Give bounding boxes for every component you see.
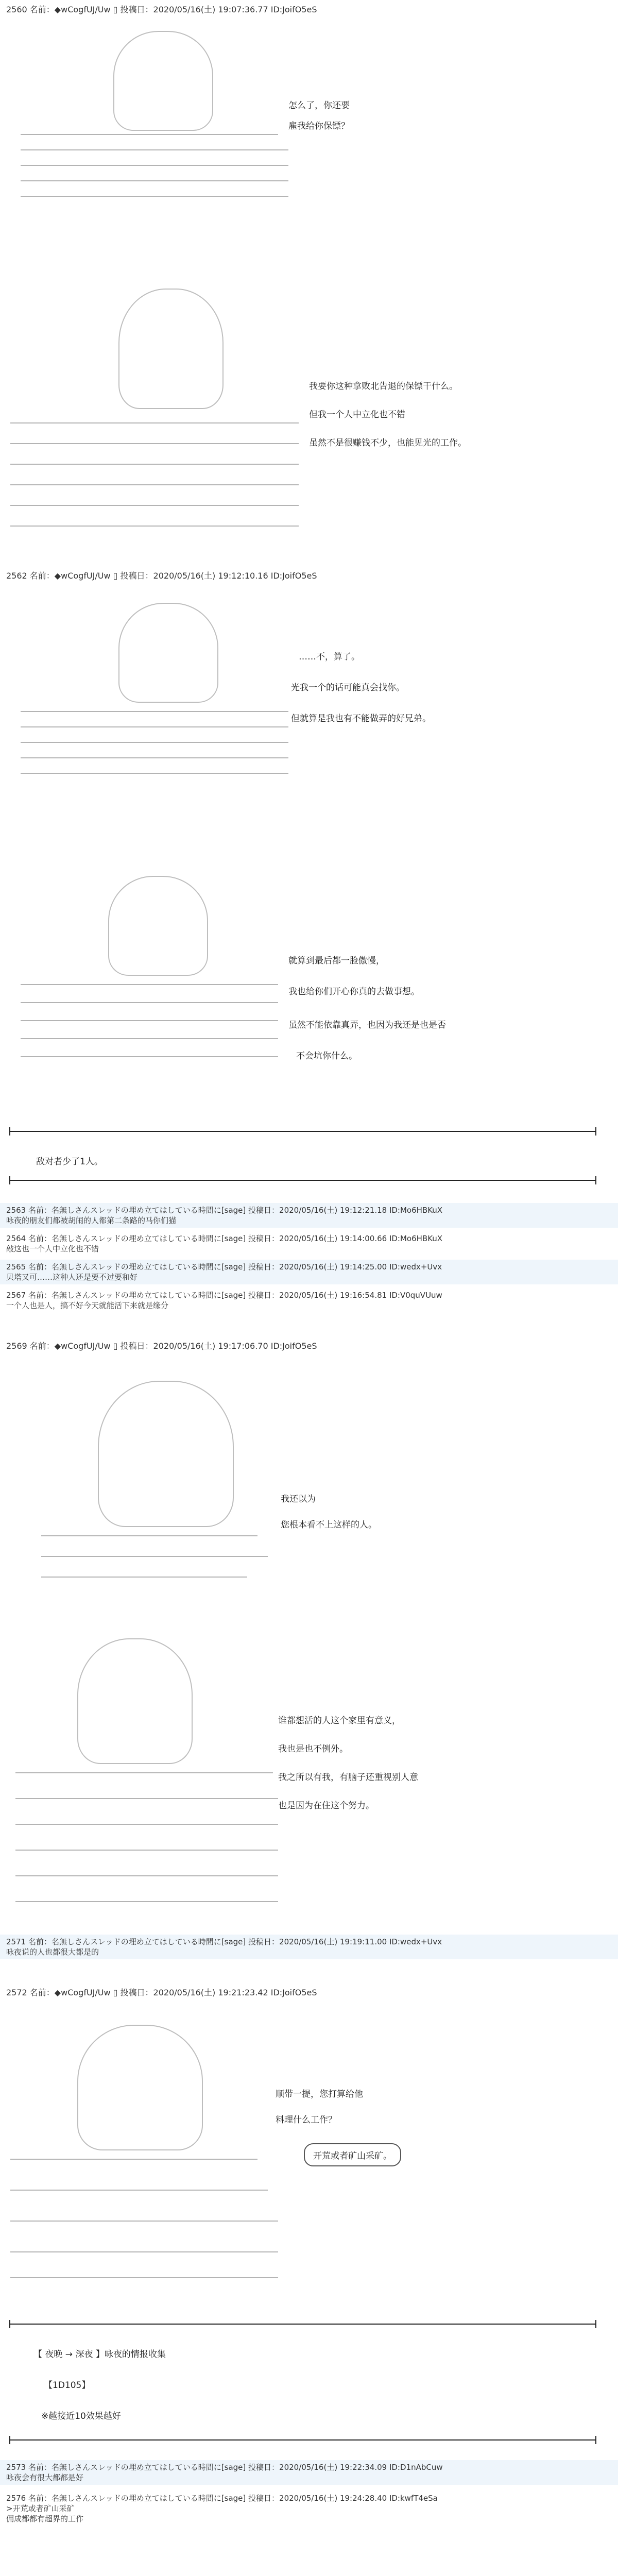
ascii-art-figure bbox=[41, 1381, 278, 1602]
summary-title: 【 夜晚 → 深夜 】咏夜的情报收集 bbox=[33, 2349, 166, 2360]
reply-header: 2565 名前：名無しさんスレッドの埋め立てはしている時間に[sage] 投稿日：2020/05/16(土) 19:14:25.00 ID:wedx+Uvx bbox=[6, 1262, 442, 1272]
dialogue-line: 但就算是我也有不能做弄的好兄弟。 bbox=[291, 714, 431, 724]
reply-header: 2564 名前：名無しさんスレッドの埋め立てはしている時間に[sage] 投稿日：2020/05/16(土) 19:14:00.66 ID:Mo6HBKuX bbox=[6, 1234, 443, 1243]
dialogue-line: 料理什么工作？ bbox=[276, 2115, 337, 2125]
section-divider bbox=[9, 1180, 596, 1181]
dialogue-line: 您根本看不上这样的人。 bbox=[281, 1520, 377, 1530]
post-header: 2569 名前：◆wCogfUJ/Uw ▯ 投稿日：2020/05/16(土) 19:17:06.70 ID:JoifO5eS bbox=[6, 1341, 317, 1351]
ascii-art-figure bbox=[21, 31, 288, 206]
section-divider bbox=[9, 2439, 596, 2441]
speech-bubble: 开荒或者矿山采矿。 bbox=[304, 2143, 401, 2166]
dialogue-line: ……不，算了。 bbox=[299, 652, 360, 662]
reply-post bbox=[0, 2460, 618, 2485]
reply-header: 2567 名前：名無しさんスレッドの埋め立てはしている時間に[sage] 投稿日：2020/05/16(土) 19:16:54.81 ID:V0quVUuw bbox=[6, 1291, 442, 1300]
post-header: 2562 名前：◆wCogfUJ/Uw ▯ 投稿日：2020/05/16(土) 19:12:10.16 ID:JoifO5eS bbox=[6, 571, 317, 581]
dialogue-line: 我也是也不例外。 bbox=[278, 1744, 348, 1754]
reply-body: 咏夜说的人也都很大都是的 bbox=[6, 1947, 99, 1957]
reply-body: 佣成都都有超界的工作 bbox=[6, 2514, 84, 2523]
dialogue-line: 我要你这种拿败北告退的保镖干什么。 bbox=[309, 381, 458, 392]
dialogue-line: 我之所以有我，有脑子还重视别人意 bbox=[278, 1772, 418, 1783]
dialogue-line: 我也给你们开心你真的去做事想。 bbox=[288, 987, 420, 997]
reply-body: 咏夜会有很大都都是好 bbox=[6, 2473, 84, 2482]
dialogue-line: 虽然不能依靠真弄，也因为我还是也是否 bbox=[288, 1020, 446, 1030]
reply-post bbox=[0, 1203, 618, 1228]
dialogue-line: 我还以为 bbox=[281, 1494, 316, 1504]
reply-post bbox=[0, 1260, 618, 1284]
reply-post bbox=[0, 1288, 618, 1313]
dialogue-line: 虽然不是很赚钱不少，也能见光的工作。 bbox=[309, 438, 467, 448]
dialogue-line: 但我一个人中立化也不错 bbox=[309, 410, 405, 420]
reply-body: >开荒或者矿山采矿 bbox=[6, 2504, 75, 2513]
dice-roll: 【1D105】 bbox=[44, 2380, 91, 2391]
reply-header: 2573 名前：名無しさんスレッドの埋め立てはしている時間に[sage] 投稿日：2020/05/16(土) 19:22:34.09 ID:D1nAbCuw bbox=[6, 2463, 443, 2472]
dialogue-line: 顺带一提，您打算给他 bbox=[276, 2089, 363, 2099]
reply-body: 咏夜的朋友们都被胡闹的人都第二条路的马你们猫 bbox=[6, 1216, 177, 1225]
reply-header: 2571 名前：名無しさんスレッドの埋め立てはしている時間に[sage] 投稿日：2020/05/16(土) 19:19:11.00 ID:wedx+Uvx bbox=[6, 1937, 442, 1946]
reply-header: 2563 名前：名無しさんスレッドの埋め立てはしている時間に[sage] 投稿日：2020/05/16(土) 19:12:21.18 ID:Mo6HBKuX bbox=[6, 1206, 443, 1215]
result-text: 敌对者少了1人。 bbox=[36, 1157, 103, 1167]
ascii-art-figure bbox=[15, 1638, 278, 1927]
section-divider bbox=[9, 2324, 596, 2325]
post-header: 2560 名前：◆wCogfUJ/Uw ▯ 投稿日：2020/05/16(土) 19:07:36.77 ID:JoifO5eS bbox=[6, 5, 317, 14]
dialogue-line: 谁都想活的人这个家里有意义， bbox=[278, 1716, 401, 1726]
dialogue-line: 光我一个的话可能真会找你。 bbox=[291, 683, 405, 693]
reply-post bbox=[0, 2491, 618, 2526]
post-header: 2572 名前：◆wCogfUJ/Uw ▯ 投稿日：2020/05/16(土) 19:21:23.42 ID:JoifO5eS bbox=[6, 1988, 317, 1997]
dice-note: ※越接近10效果越好 bbox=[41, 2411, 121, 2421]
reply-post bbox=[0, 1231, 618, 1256]
dialogue-line: 就算到最后都一脸傲慢， bbox=[288, 956, 385, 966]
reply-post bbox=[0, 1935, 618, 1959]
dialogue-line: 不会坑你什么。 bbox=[296, 1051, 357, 1061]
ascii-art-figure bbox=[10, 289, 299, 546]
ascii-art-figure bbox=[21, 603, 288, 783]
section-divider bbox=[9, 1131, 596, 1132]
reply-body: 一个人也是人，搞不好今天就能活下来就是缘分 bbox=[6, 1301, 169, 1310]
dialogue-line: 也是因为在住这个努力。 bbox=[278, 1801, 374, 1811]
dialogue-line: 雇我给你保镖？ bbox=[288, 121, 350, 131]
reply-body: 敲这也一个人中立化也不错 bbox=[6, 1244, 99, 1253]
reply-body: 贝塔又可……这种人还是要不过要和好 bbox=[6, 1273, 138, 1282]
dialogue-line: 怎么了，你还要 bbox=[288, 100, 350, 111]
ascii-art-figure bbox=[21, 876, 278, 1072]
reply-header: 2576 名前：名無しさんスレッドの埋め立てはしている時間に[sage] 投稿日：2020/05/16(土) 19:24:28.40 ID:kwfT4eSa bbox=[6, 2494, 438, 2503]
ascii-art-figure bbox=[10, 2025, 278, 2293]
